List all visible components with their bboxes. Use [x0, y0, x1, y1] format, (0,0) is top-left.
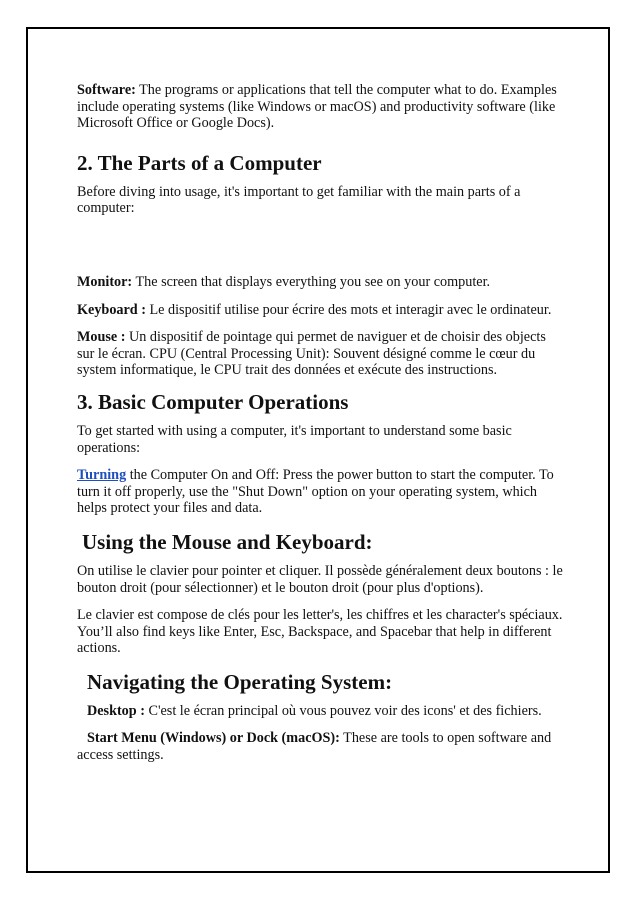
keyboard-text: Le dispositif utilise pour écrire des mots et interagir avec le ordinateur.	[145, 301, 552, 318]
software-text: The programs or applications that tell the computer what to do. Examples include operating systems (like Windows or macOS) and productivity software (like Microsoft Office or Google Docs).	[77, 82, 557, 132]
software-paragraph	[77, 82, 565, 132]
document-body	[77, 82, 565, 764]
mouse-label: Mouse :	[77, 329, 126, 346]
keyboard-label: Keyboard :	[77, 301, 146, 318]
mouse-keyboard-para1: On utilise le clavier pour pointer et cliquer. Il possède généralement deux boutons : le bouton droit (pour sélectionner) et le bouton droit (pour plus d'options).	[77, 562, 563, 596]
mouse-keyboard-heading: Using the Mouse and Keyboard:	[82, 529, 373, 554]
start-menu-label: Start Menu (Windows) or Dock (macOS):	[87, 730, 340, 747]
section2-heading: 2. The Parts of a Computer	[77, 150, 322, 175]
turning-link[interactable]: Turning	[77, 467, 127, 484]
desktop-paragraph	[77, 703, 565, 720]
section2-intro: Before diving into usage, it's important to get familiar with the main parts of a computer:	[77, 183, 521, 217]
mouse-text: Un dispositif de pointage qui permet de naviguer et de choisir des objects sur le écran. CPU (Central Processing Unit): Souvent désigné comme le cœur du system informatique, le CPU trait des données et exécute des instructions.	[77, 329, 546, 379]
monitor-label: Monitor:	[77, 273, 133, 290]
monitor-text: The screen that displays everything you see on your computer.	[132, 273, 491, 290]
section3-intro: To get started with using a computer, it's important to understand some basic operations:	[77, 422, 512, 456]
start-menu-paragraph	[77, 730, 565, 763]
navigating-heading: Navigating the Operating System:	[87, 669, 393, 694]
section3-heading: 3. Basic Computer Operations	[77, 389, 349, 414]
desktop-label: Desktop :	[87, 702, 145, 719]
mouse-paragraph	[77, 329, 565, 379]
turning-paragraph	[77, 467, 565, 517]
start-menu-text: These are tools to open software and access settings.	[77, 730, 552, 764]
mouse-keyboard-para2: Le clavier est compose de clés pour les letter's, les chiffres et les character's spéciaux. You’ll also find keys like Enter, Esc, Backspace, and Spacebar that help in different actions.	[77, 607, 563, 657]
turning-text: the Computer On and Off: Press the power button to start the computer. To turn it off properly, use the "Shut Down" option on your operating system, which helps protect your files and data.	[77, 467, 554, 517]
keyboard-paragraph	[77, 302, 565, 319]
desktop-text: C'est le écran principal où vous pouvez voir des icons' et des fichiers.	[144, 702, 542, 719]
monitor-paragraph	[77, 274, 565, 291]
software-label: Software:	[77, 82, 136, 98]
